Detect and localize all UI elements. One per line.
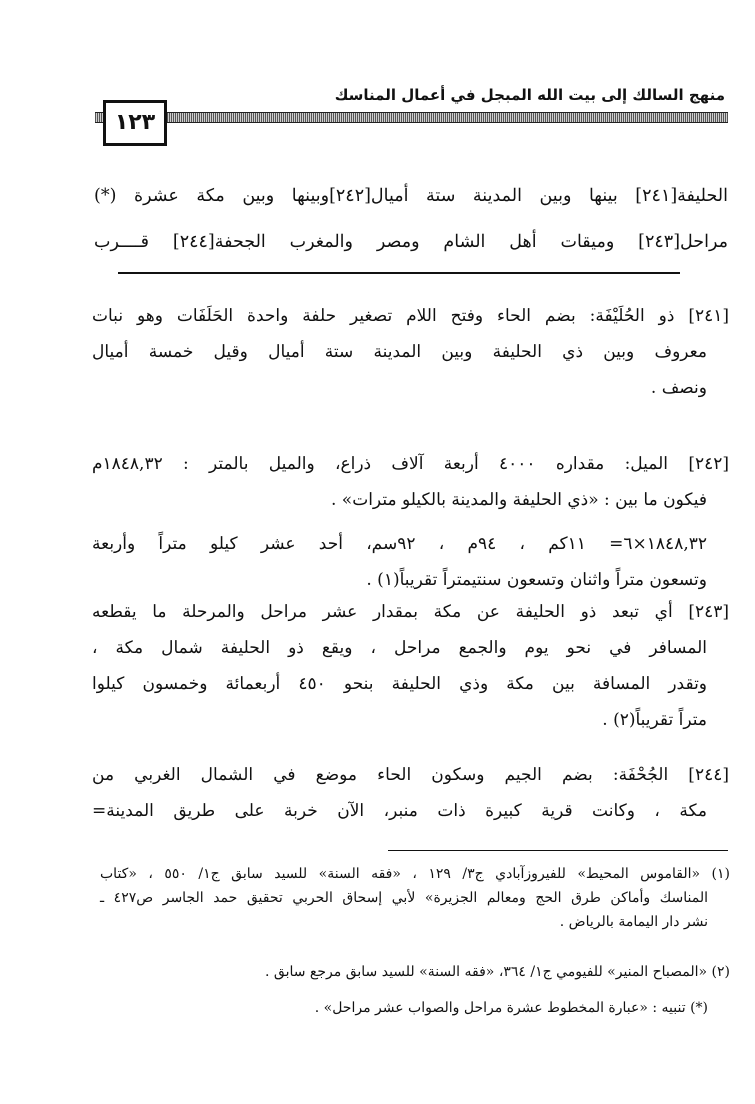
note-242 [92, 446, 729, 598]
running-header-title: منهج السالك إلى بيت الله المبجل في أعمال المناسك [334, 86, 725, 104]
note-241-line-3: ونصف . [650, 378, 707, 398]
note-243-line-1: [٢٤٣] أي تبعد ذو الحليفة عن مكة بمقدار عشر مراحل والمرحلة ما يقطعه [92, 602, 729, 622]
footnote-rule [388, 850, 728, 851]
note-244-line-1: [٢٤٤] الجُحْفَة: بضم الجيم وسكون الحاء موضع في الشمال الغربي من [92, 765, 729, 785]
footnote-1-line-2: المناسك وأماكن طرق الحج ومعالم الجزيرة» لأبي إسحاق الحربي تحقيق حمد الجاسر ص٤٢٧ ـ [100, 890, 708, 906]
note-243-line-4: متراً تقريباً(٢) . [602, 710, 707, 730]
note-242-line-2: فيكون ما بين : «ذي الحليفة والمدينة بالكيلو مترات» . [331, 490, 707, 510]
note-242-line-1: [٢٤٢] الميل: مقداره ٤٠٠٠ أربعة آلاف ذراع، والميل بالمتر : ١٨٤٨,٣٢م [92, 454, 729, 474]
note-244-line-2: مكة ، وكانت قرية كبيرة ذات منبر، الآن خربة على طريق المدينة= [92, 801, 707, 821]
footnote-1-line-3: نشر دار اليمامة بالرياض . [559, 914, 708, 930]
note-242-line-4: وتسعون متراً واثنان وتسعون سنتيمتراً تقريباً(١) . [366, 570, 707, 590]
footnote-2-line: (٢) «المصباح المنير» للفيومي ج١/ ٣٦٤، «فقه السنة» للسيد سابق مرجع سابق . [265, 964, 730, 980]
footnote-2 [100, 960, 730, 984]
note-244 [92, 757, 729, 829]
page-number: ١٢٣ [103, 100, 167, 146]
note-243-line-2: المسافر في نحو يوم والجمع مراحل ، ويقع ذو الحليفة شمال مكة ، [92, 638, 707, 658]
header-rule [95, 112, 728, 123]
footnote-star-line: (*) تنبيه : «عبارة المخطوط عشرة مراحل والصواب عشر مراحل» . [314, 1000, 708, 1016]
note-241-line-1: [٢٤١] ذو الحُلَيْفَة: بضم الحاء وفتح اللام تصغير حلفة واحدة الحَلَفَات وهو نبات [92, 306, 729, 326]
note-242-line-3: ١٨٤٨,٣٢×٦= ١١كم ، ٩٤م ، ٩٢سم، أحد عشر كيلو متراً وأربعة [92, 534, 707, 554]
note-241-line-2: معروف وبين ذي الحليفة وبين المدينة ستة أميال وقيل خمسة أميال [92, 342, 707, 362]
text-separator [118, 272, 680, 274]
main-text-line-2: مراحل[٢٤٣] وميقات أهل الشام ومصر والمغرب الجحفة[٢٤٤] قــــرب [94, 232, 728, 252]
footnote-1 [100, 862, 730, 934]
footnote-1-line-1: (١) «القاموس المحيط» للفيروزآبادي ج٣/ ١٢٩ ، «فقه السنة» للسيد سابق ج١/ ٥٥٠ ، «كتاب [100, 866, 731, 882]
note-243 [92, 594, 729, 738]
note-241 [92, 298, 729, 406]
note-243-line-3: وتقدر المسافة بين مكة وذي الحليفة بنحو ٤٥٠ أربعمائة وخمسون كيلوا [92, 674, 708, 694]
footnote-star [100, 996, 730, 1020]
main-text-line-1: الحليفة[٢٤١] بينها وبين المدينة ستة أميال[٢٤٢]وبينها وبين مكة عشرة (*) [94, 186, 728, 206]
